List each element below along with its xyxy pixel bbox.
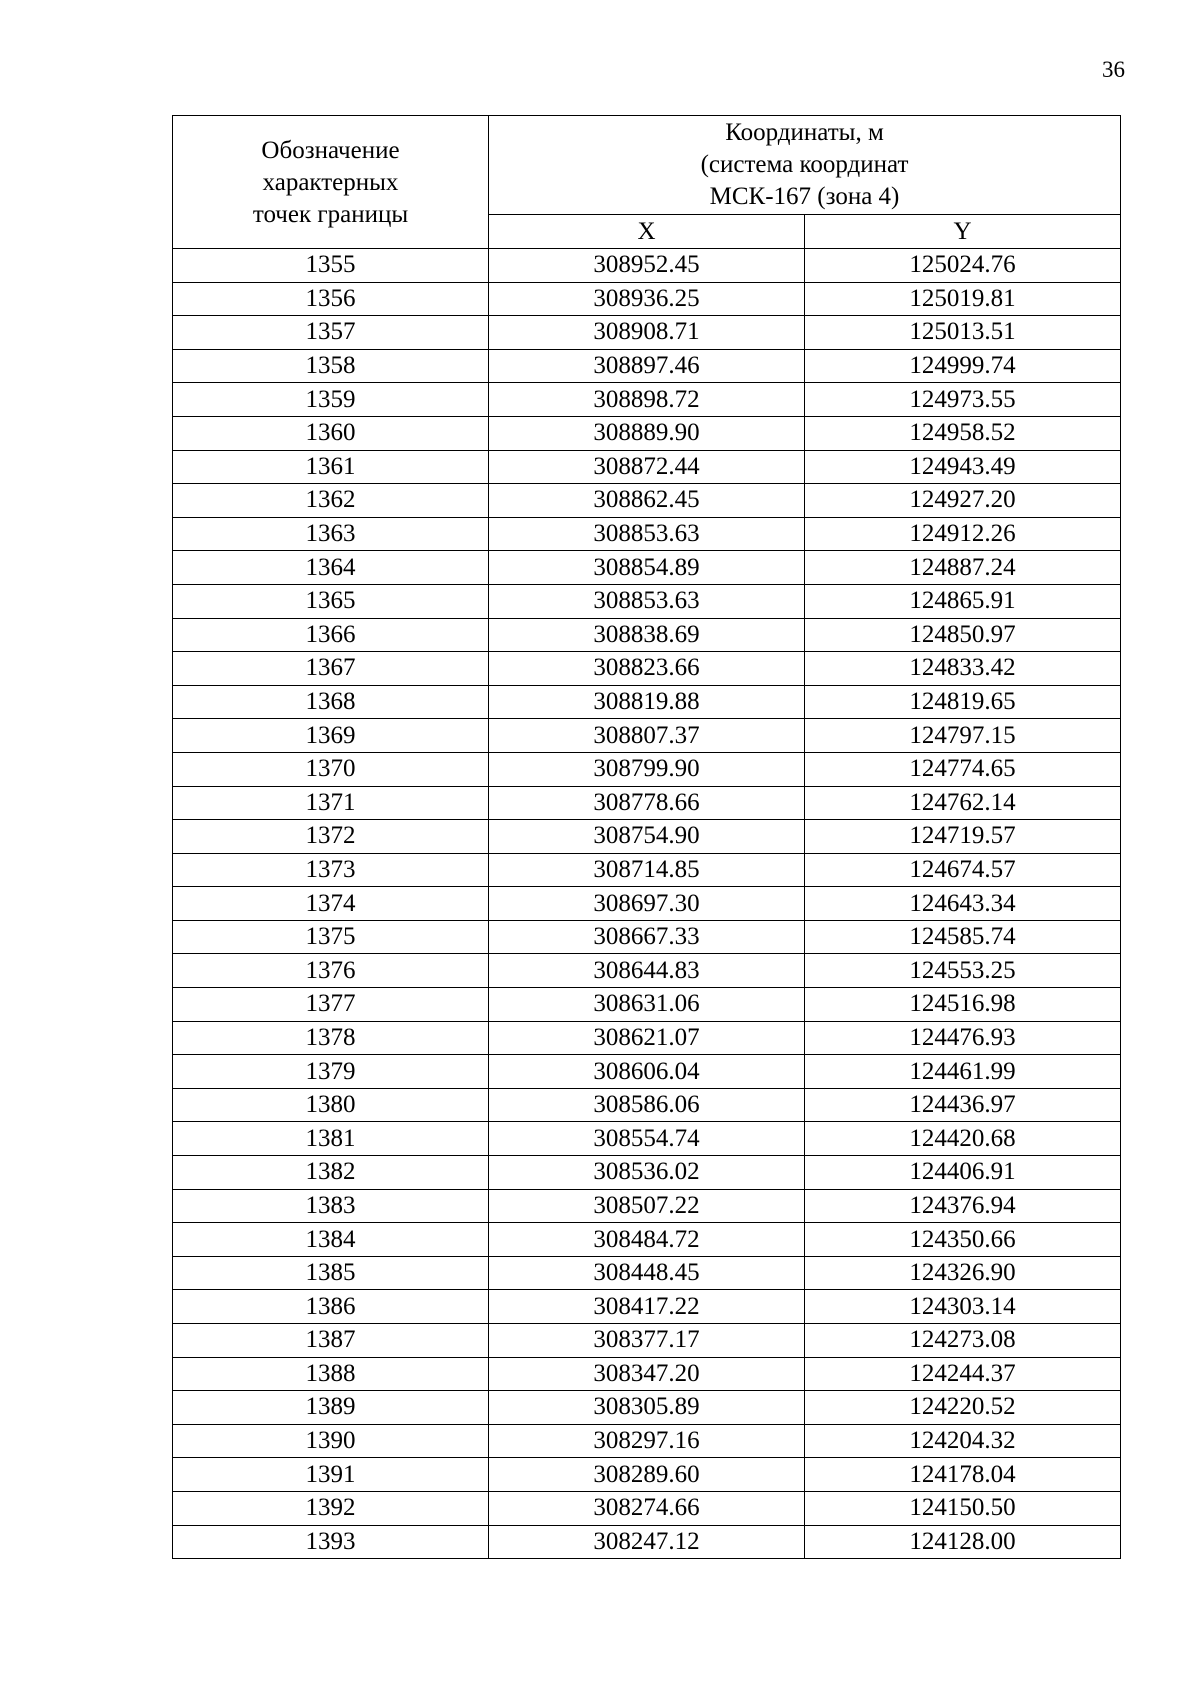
table-row (173, 249, 1121, 283)
point-id-cell: 1372 (173, 820, 489, 854)
y-coordinate-cell: 124553.25 (805, 954, 1121, 988)
x-coordinate-cell: 308936.25 (489, 282, 805, 316)
x-coordinate-cell: 308484.72 (489, 1223, 805, 1257)
x-coordinate-cell: 308417.22 (489, 1290, 805, 1324)
y-coordinate-cell: 125024.76 (805, 249, 1121, 283)
table-row (173, 618, 1121, 652)
table-row (173, 1391, 1121, 1425)
table-row (173, 1122, 1121, 1156)
x-coordinate-cell: 308897.46 (489, 349, 805, 383)
table-row (173, 685, 1121, 719)
y-coordinate-cell: 124927.20 (805, 484, 1121, 518)
point-id-cell: 1370 (173, 752, 489, 786)
table-row (173, 1324, 1121, 1358)
x-coordinate-cell: 308823.66 (489, 652, 805, 686)
table-row (173, 1357, 1121, 1391)
x-coordinate-cell: 308377.17 (489, 1324, 805, 1358)
table-row (173, 887, 1121, 921)
table-row (173, 1525, 1121, 1559)
x-coordinate-cell: 308667.33 (489, 920, 805, 954)
table-row (173, 551, 1121, 585)
y-coordinate-cell: 124762.14 (805, 786, 1121, 820)
header-y: Y (805, 215, 1121, 249)
y-coordinate-cell: 124719.57 (805, 820, 1121, 854)
y-coordinate-cell: 124999.74 (805, 349, 1121, 383)
header-coordinates (489, 116, 1121, 215)
y-coordinate-cell: 124420.68 (805, 1122, 1121, 1156)
y-coordinate-cell: 124973.55 (805, 383, 1121, 417)
table-row (173, 1223, 1121, 1257)
x-coordinate-cell: 308872.44 (489, 450, 805, 484)
point-id-cell: 1374 (173, 887, 489, 921)
x-coordinate-cell: 308862.45 (489, 484, 805, 518)
point-id-cell: 1380 (173, 1088, 489, 1122)
y-coordinate-cell: 124273.08 (805, 1324, 1121, 1358)
table-row (173, 1491, 1121, 1525)
y-coordinate-cell: 124912.26 (805, 517, 1121, 551)
table-row (173, 1458, 1121, 1492)
y-coordinate-cell: 124516.98 (805, 988, 1121, 1022)
point-id-cell: 1383 (173, 1189, 489, 1223)
table-row (173, 1021, 1121, 1055)
x-coordinate-cell: 308606.04 (489, 1055, 805, 1089)
x-coordinate-cell: 308586.06 (489, 1088, 805, 1122)
point-id-cell: 1373 (173, 853, 489, 887)
x-coordinate-cell: 308838.69 (489, 618, 805, 652)
y-coordinate-cell: 124774.65 (805, 752, 1121, 786)
table-row (173, 584, 1121, 618)
y-coordinate-cell: 124958.52 (805, 416, 1121, 450)
y-coordinate-cell: 124303.14 (805, 1290, 1121, 1324)
point-id-cell: 1367 (173, 652, 489, 686)
table-row (173, 1424, 1121, 1458)
x-coordinate-cell: 308305.89 (489, 1391, 805, 1425)
point-id-cell: 1387 (173, 1324, 489, 1358)
point-id-cell: 1363 (173, 517, 489, 551)
y-coordinate-cell: 124406.91 (805, 1156, 1121, 1190)
x-coordinate-cell: 308621.07 (489, 1021, 805, 1055)
point-id-cell: 1361 (173, 450, 489, 484)
point-id-cell: 1359 (173, 383, 489, 417)
y-coordinate-cell: 124128.00 (805, 1525, 1121, 1559)
y-coordinate-cell: 124476.93 (805, 1021, 1121, 1055)
point-id-cell: 1382 (173, 1156, 489, 1190)
x-coordinate-cell: 308853.63 (489, 517, 805, 551)
table-row (173, 853, 1121, 887)
x-coordinate-cell: 308448.45 (489, 1256, 805, 1290)
point-id-cell: 1379 (173, 1055, 489, 1089)
x-coordinate-cell: 308714.85 (489, 853, 805, 887)
point-id-cell: 1362 (173, 484, 489, 518)
x-coordinate-cell: 308631.06 (489, 988, 805, 1022)
table-row (173, 1156, 1121, 1190)
table-row (173, 517, 1121, 551)
point-id-cell: 1377 (173, 988, 489, 1022)
header-point-line-2: характерных (262, 169, 399, 196)
header-coords-line-3: МСК-167 (зона 4) (709, 183, 900, 210)
table-row (173, 752, 1121, 786)
table-row (173, 719, 1121, 753)
x-coordinate-cell: 308644.83 (489, 954, 805, 988)
y-coordinate-cell: 124850.97 (805, 618, 1121, 652)
point-id-cell: 1386 (173, 1290, 489, 1324)
y-coordinate-cell: 125013.51 (805, 316, 1121, 350)
x-coordinate-cell: 308697.30 (489, 887, 805, 921)
header-point-designation (173, 116, 489, 249)
y-coordinate-cell: 124350.66 (805, 1223, 1121, 1257)
y-coordinate-cell: 124461.99 (805, 1055, 1121, 1089)
header-coords-line-1: Координаты, м (725, 119, 884, 146)
x-coordinate-cell: 308507.22 (489, 1189, 805, 1223)
point-id-cell: 1358 (173, 349, 489, 383)
table-row (173, 820, 1121, 854)
x-coordinate-cell: 308247.12 (489, 1525, 805, 1559)
table-row (173, 1055, 1121, 1089)
table-row (173, 484, 1121, 518)
header-point-line-1: Обозначение (261, 137, 400, 164)
table-row (173, 786, 1121, 820)
point-id-cell: 1385 (173, 1256, 489, 1290)
point-id-cell: 1360 (173, 416, 489, 450)
x-coordinate-cell: 308854.89 (489, 551, 805, 585)
x-coordinate-cell: 308274.66 (489, 1491, 805, 1525)
point-id-cell: 1392 (173, 1491, 489, 1525)
table-row (173, 988, 1121, 1022)
y-coordinate-cell: 124326.90 (805, 1256, 1121, 1290)
point-id-cell: 1378 (173, 1021, 489, 1055)
y-coordinate-cell: 124244.37 (805, 1357, 1121, 1391)
point-id-cell: 1368 (173, 685, 489, 719)
x-coordinate-cell: 308807.37 (489, 719, 805, 753)
table-row (173, 383, 1121, 417)
x-coordinate-cell: 308778.66 (489, 786, 805, 820)
point-id-cell: 1384 (173, 1223, 489, 1257)
table-row (173, 450, 1121, 484)
header-coords-line-2: (система координат (700, 151, 909, 178)
table-row (173, 1189, 1121, 1223)
x-coordinate-cell: 308297.16 (489, 1424, 805, 1458)
point-id-cell: 1390 (173, 1424, 489, 1458)
point-id-cell: 1376 (173, 954, 489, 988)
x-coordinate-cell: 308799.90 (489, 752, 805, 786)
table-row (173, 954, 1121, 988)
y-coordinate-cell: 124376.94 (805, 1189, 1121, 1223)
table-row (173, 316, 1121, 350)
table-row (173, 282, 1121, 316)
y-coordinate-cell: 125019.81 (805, 282, 1121, 316)
y-coordinate-cell: 124887.24 (805, 551, 1121, 585)
y-coordinate-cell: 124585.74 (805, 920, 1121, 954)
table-header (173, 116, 1121, 249)
point-id-cell: 1381 (173, 1122, 489, 1156)
y-coordinate-cell: 124220.52 (805, 1391, 1121, 1425)
table-body (173, 249, 1121, 1559)
x-coordinate-cell: 308536.02 (489, 1156, 805, 1190)
point-id-cell: 1357 (173, 316, 489, 350)
y-coordinate-cell: 124943.49 (805, 450, 1121, 484)
y-coordinate-cell: 124833.42 (805, 652, 1121, 686)
x-coordinate-cell: 308754.90 (489, 820, 805, 854)
point-id-cell: 1366 (173, 618, 489, 652)
y-coordinate-cell: 124865.91 (805, 584, 1121, 618)
y-coordinate-cell: 124674.57 (805, 853, 1121, 887)
x-coordinate-cell: 308289.60 (489, 1458, 805, 1492)
x-coordinate-cell: 308853.63 (489, 584, 805, 618)
table-row (173, 349, 1121, 383)
point-id-cell: 1356 (173, 282, 489, 316)
table-row (173, 652, 1121, 686)
y-coordinate-cell: 124150.50 (805, 1491, 1121, 1525)
x-coordinate-cell: 308908.71 (489, 316, 805, 350)
table-row (173, 1290, 1121, 1324)
x-coordinate-cell: 308952.45 (489, 249, 805, 283)
point-id-cell: 1389 (173, 1391, 489, 1425)
point-id-cell: 1364 (173, 551, 489, 585)
y-coordinate-cell: 124178.04 (805, 1458, 1121, 1492)
table-row (173, 1256, 1121, 1290)
y-coordinate-cell: 124643.34 (805, 887, 1121, 921)
y-coordinate-cell: 124797.15 (805, 719, 1121, 753)
x-coordinate-cell: 308889.90 (489, 416, 805, 450)
x-coordinate-cell: 308347.20 (489, 1357, 805, 1391)
table-row (173, 920, 1121, 954)
y-coordinate-cell: 124819.65 (805, 685, 1121, 719)
x-coordinate-cell: 308554.74 (489, 1122, 805, 1156)
point-id-cell: 1365 (173, 584, 489, 618)
point-id-cell: 1369 (173, 719, 489, 753)
y-coordinate-cell: 124204.32 (805, 1424, 1121, 1458)
x-coordinate-cell: 308898.72 (489, 383, 805, 417)
point-id-cell: 1393 (173, 1525, 489, 1559)
table-row (173, 416, 1121, 450)
x-coordinate-cell: 308819.88 (489, 685, 805, 719)
table-row (173, 1088, 1121, 1122)
point-id-cell: 1388 (173, 1357, 489, 1391)
y-coordinate-cell: 124436.97 (805, 1088, 1121, 1122)
header-x: X (489, 215, 805, 249)
page-number: 36 (1102, 57, 1125, 82)
header-point-line-3: точек границы (252, 201, 409, 228)
point-id-cell: 1375 (173, 920, 489, 954)
coordinates-table (172, 115, 1121, 1559)
point-id-cell: 1355 (173, 249, 489, 283)
point-id-cell: 1371 (173, 786, 489, 820)
point-id-cell: 1391 (173, 1458, 489, 1492)
